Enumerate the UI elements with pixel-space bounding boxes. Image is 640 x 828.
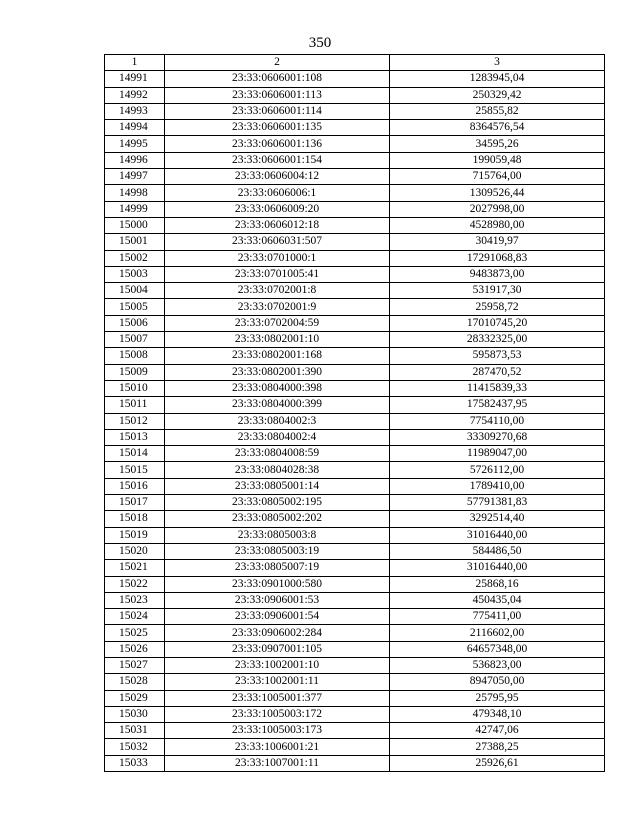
table-row	[105, 462, 605, 478]
table-row	[105, 706, 605, 722]
row-number-cell: 15020	[105, 543, 165, 559]
row-number-cell: 15002	[105, 250, 165, 266]
row-number-cell: 14994	[105, 120, 165, 136]
table-row	[105, 723, 605, 739]
row-number-cell: 15006	[105, 315, 165, 331]
row-number-cell: 14993	[105, 103, 165, 119]
row-number-cell: 15031	[105, 723, 165, 739]
row-number-cell: 15013	[105, 429, 165, 445]
table-row	[105, 478, 605, 494]
table-row	[105, 299, 605, 315]
row-number-cell: 15008	[105, 348, 165, 364]
row-number-cell: 14997	[105, 169, 165, 185]
table-row	[105, 71, 605, 87]
cadastral-number-cell: 23:33:0805002:195	[165, 495, 390, 511]
cadastral-value-cell: 250329,42	[390, 87, 605, 103]
cadastral-number-cell: 23:33:0805007:19	[165, 560, 390, 576]
cadastral-value-cell: 17010745,20	[390, 315, 605, 331]
cadastral-number-cell: 23:33:0907001:105	[165, 641, 390, 657]
table-row	[105, 103, 605, 119]
table-body	[105, 71, 605, 772]
table-row	[105, 657, 605, 673]
cadastral-value-cell: 8364576,54	[390, 120, 605, 136]
table-row	[105, 446, 605, 462]
row-number-cell: 15024	[105, 609, 165, 625]
cadastral-number-cell: 23:33:0802001:168	[165, 348, 390, 364]
row-number-cell: 14999	[105, 201, 165, 217]
table-row	[105, 511, 605, 527]
table-row	[105, 332, 605, 348]
cadastral-value-cell: 27388,25	[390, 739, 605, 755]
cadastral-value-cell: 715764,00	[390, 169, 605, 185]
cadastral-number-cell: 23:33:0606001:135	[165, 120, 390, 136]
table-row	[105, 609, 605, 625]
column-header-cadastral-number: 2	[165, 55, 390, 71]
cadastral-number-cell: 23:33:1006001:21	[165, 739, 390, 755]
row-number-cell: 14996	[105, 152, 165, 168]
table-row	[105, 315, 605, 331]
cadastral-value-cell: 11989047,00	[390, 446, 605, 462]
row-number-cell: 15003	[105, 266, 165, 282]
row-number-cell: 15029	[105, 690, 165, 706]
cadastral-value-cell: 1283945,04	[390, 71, 605, 87]
cadastral-number-cell: 23:33:0804008:59	[165, 446, 390, 462]
cadastral-value-table	[104, 54, 605, 772]
row-number-cell: 15023	[105, 592, 165, 608]
row-number-cell: 15021	[105, 560, 165, 576]
cadastral-value-cell: 775411,00	[390, 609, 605, 625]
table-row	[105, 560, 605, 576]
table-row	[105, 690, 605, 706]
cadastral-number-cell: 23:33:0906001:53	[165, 592, 390, 608]
cadastral-value-cell: 7754110,00	[390, 413, 605, 429]
cadastral-number-cell: 23:33:0702001:9	[165, 299, 390, 315]
cadastral-number-cell: 23:33:0606001:136	[165, 136, 390, 152]
cadastral-number-cell: 23:33:0804002:4	[165, 429, 390, 445]
cadastral-value-cell: 5726112,00	[390, 462, 605, 478]
cadastral-number-cell: 23:33:0805003:19	[165, 543, 390, 559]
row-number-cell: 15032	[105, 739, 165, 755]
table-row	[105, 250, 605, 266]
cadastral-value-cell: 2027998,00	[390, 201, 605, 217]
table-header-row	[105, 55, 605, 71]
table-row	[105, 429, 605, 445]
row-number-cell: 15028	[105, 674, 165, 690]
row-number-cell: 15001	[105, 234, 165, 250]
cadastral-value-cell: 42747,06	[390, 723, 605, 739]
cadastral-number-cell: 23:33:0802001:390	[165, 364, 390, 380]
cadastral-value-cell: 287470,52	[390, 364, 605, 380]
cadastral-number-cell: 23:33:0606001:114	[165, 103, 390, 119]
row-number-cell: 15030	[105, 706, 165, 722]
table-row	[105, 674, 605, 690]
table-row	[105, 185, 605, 201]
cadastral-number-cell: 23:33:0901000:580	[165, 576, 390, 592]
table-row	[105, 413, 605, 429]
cadastral-number-cell: 23:33:1005003:172	[165, 706, 390, 722]
cadastral-value-cell: 31016440,00	[390, 527, 605, 543]
table-row	[105, 283, 605, 299]
cadastral-value-cell: 25868,16	[390, 576, 605, 592]
row-number-cell: 14992	[105, 87, 165, 103]
cadastral-number-cell: 23:33:0804000:398	[165, 380, 390, 396]
table-row	[105, 120, 605, 136]
cadastral-value-cell: 30419,97	[390, 234, 605, 250]
cadastral-number-cell: 23:33:0804000:399	[165, 397, 390, 413]
column-header-number: 1	[105, 55, 165, 71]
column-header-value: 3	[390, 55, 605, 71]
cadastral-number-cell: 23:33:0906001:54	[165, 609, 390, 625]
cadastral-value-cell: 2116602,00	[390, 625, 605, 641]
table-row	[105, 217, 605, 233]
row-number-cell: 15009	[105, 364, 165, 380]
table-row	[105, 169, 605, 185]
cadastral-number-cell: 23:33:0606006:1	[165, 185, 390, 201]
row-number-cell: 15019	[105, 527, 165, 543]
row-number-cell: 15017	[105, 495, 165, 511]
row-number-cell: 14998	[105, 185, 165, 201]
cadastral-number-cell: 23:33:0606001:108	[165, 71, 390, 87]
table-row	[105, 739, 605, 755]
table-row	[105, 152, 605, 168]
cadastral-number-cell: 23:33:1002001:11	[165, 674, 390, 690]
row-number-cell: 15007	[105, 332, 165, 348]
cadastral-value-cell: 4528980,00	[390, 217, 605, 233]
table-row	[105, 348, 605, 364]
cadastral-number-cell: 23:33:0802001:10	[165, 332, 390, 348]
table-row	[105, 364, 605, 380]
cadastral-number-cell: 23:33:0805001:14	[165, 478, 390, 494]
row-number-cell: 15016	[105, 478, 165, 494]
cadastral-number-cell: 23:33:0606001:154	[165, 152, 390, 168]
cadastral-number-cell: 23:33:1002001:10	[165, 657, 390, 673]
cadastral-value-cell: 536823,00	[390, 657, 605, 673]
table-row	[105, 641, 605, 657]
cadastral-value-cell: 57791381,83	[390, 495, 605, 511]
cadastral-number-cell: 23:33:0805003:8	[165, 527, 390, 543]
row-number-cell: 15012	[105, 413, 165, 429]
page-number: 350	[308, 35, 332, 51]
row-number-cell: 15014	[105, 446, 165, 462]
cadastral-value-cell: 17291068,83	[390, 250, 605, 266]
table-row	[105, 527, 605, 543]
cadastral-value-cell: 9483873,00	[390, 266, 605, 282]
cadastral-value-cell: 199059,48	[390, 152, 605, 168]
table-row	[105, 543, 605, 559]
cadastral-number-cell: 23:33:0606012:18	[165, 217, 390, 233]
table-row	[105, 625, 605, 641]
row-number-cell: 15011	[105, 397, 165, 413]
cadastral-number-cell: 23:33:0606031:507	[165, 234, 390, 250]
cadastral-number-cell: 23:33:0804002:3	[165, 413, 390, 429]
cadastral-value-cell: 28332325,00	[390, 332, 605, 348]
cadastral-number-cell: 23:33:0702004:59	[165, 315, 390, 331]
cadastral-number-cell: 23:33:0804028:38	[165, 462, 390, 478]
cadastral-value-cell: 25958,72	[390, 299, 605, 315]
cadastral-value-cell: 531917,30	[390, 283, 605, 299]
cadastral-value-cell: 584486,50	[390, 543, 605, 559]
table-row	[105, 592, 605, 608]
table-row	[105, 755, 605, 771]
table-row	[105, 234, 605, 250]
cadastral-number-cell: 23:33:0701000:1	[165, 250, 390, 266]
cadastral-number-cell: 23:33:0606001:113	[165, 87, 390, 103]
cadastral-number-cell: 23:33:0606009:20	[165, 201, 390, 217]
cadastral-value-cell: 25795,95	[390, 690, 605, 706]
cadastral-value-cell: 31016440,00	[390, 560, 605, 576]
table-row	[105, 397, 605, 413]
cadastral-value-cell: 479348,10	[390, 706, 605, 722]
cadastral-number-cell: 23:33:1005001:377	[165, 690, 390, 706]
cadastral-number-cell: 23:33:1005003:173	[165, 723, 390, 739]
cadastral-number-cell: 23:33:0606004:12	[165, 169, 390, 185]
row-number-cell: 15025	[105, 625, 165, 641]
cadastral-value-cell: 450435,04	[390, 592, 605, 608]
cadastral-value-cell: 34595,26	[390, 136, 605, 152]
row-number-cell: 15018	[105, 511, 165, 527]
table-row	[105, 136, 605, 152]
cadastral-value-cell: 25926,61	[390, 755, 605, 771]
cadastral-value-cell: 595873,53	[390, 348, 605, 364]
row-number-cell: 15022	[105, 576, 165, 592]
row-number-cell: 15026	[105, 641, 165, 657]
cadastral-number-cell: 23:33:0702001:8	[165, 283, 390, 299]
row-number-cell: 15033	[105, 755, 165, 771]
cadastral-number-cell: 23:33:0805002:202	[165, 511, 390, 527]
table-row	[105, 576, 605, 592]
row-number-cell: 15004	[105, 283, 165, 299]
cadastral-value-cell: 3292514,40	[390, 511, 605, 527]
row-number-cell: 14995	[105, 136, 165, 152]
row-number-cell: 14991	[105, 71, 165, 87]
row-number-cell: 15000	[105, 217, 165, 233]
row-number-cell: 15010	[105, 380, 165, 396]
cadastral-value-cell: 64657348,00	[390, 641, 605, 657]
table-row	[105, 266, 605, 282]
cadastral-value-cell: 33309270,68	[390, 429, 605, 445]
cadastral-value-cell: 1789410,00	[390, 478, 605, 494]
table-row	[105, 201, 605, 217]
cadastral-number-cell: 23:33:0906002:284	[165, 625, 390, 641]
cadastral-value-cell: 11415839,33	[390, 380, 605, 396]
row-number-cell: 15015	[105, 462, 165, 478]
cadastral-number-cell: 23:33:1007001:11	[165, 755, 390, 771]
cadastral-value-cell: 25855,82	[390, 103, 605, 119]
table-row	[105, 380, 605, 396]
cadastral-value-cell: 8947050,00	[390, 674, 605, 690]
row-number-cell: 15005	[105, 299, 165, 315]
cadastral-value-cell: 1309526,44	[390, 185, 605, 201]
row-number-cell: 15027	[105, 657, 165, 673]
cadastral-value-cell: 17582437,95	[390, 397, 605, 413]
table-row	[105, 495, 605, 511]
table-row	[105, 87, 605, 103]
cadastral-number-cell: 23:33:0701005:41	[165, 266, 390, 282]
